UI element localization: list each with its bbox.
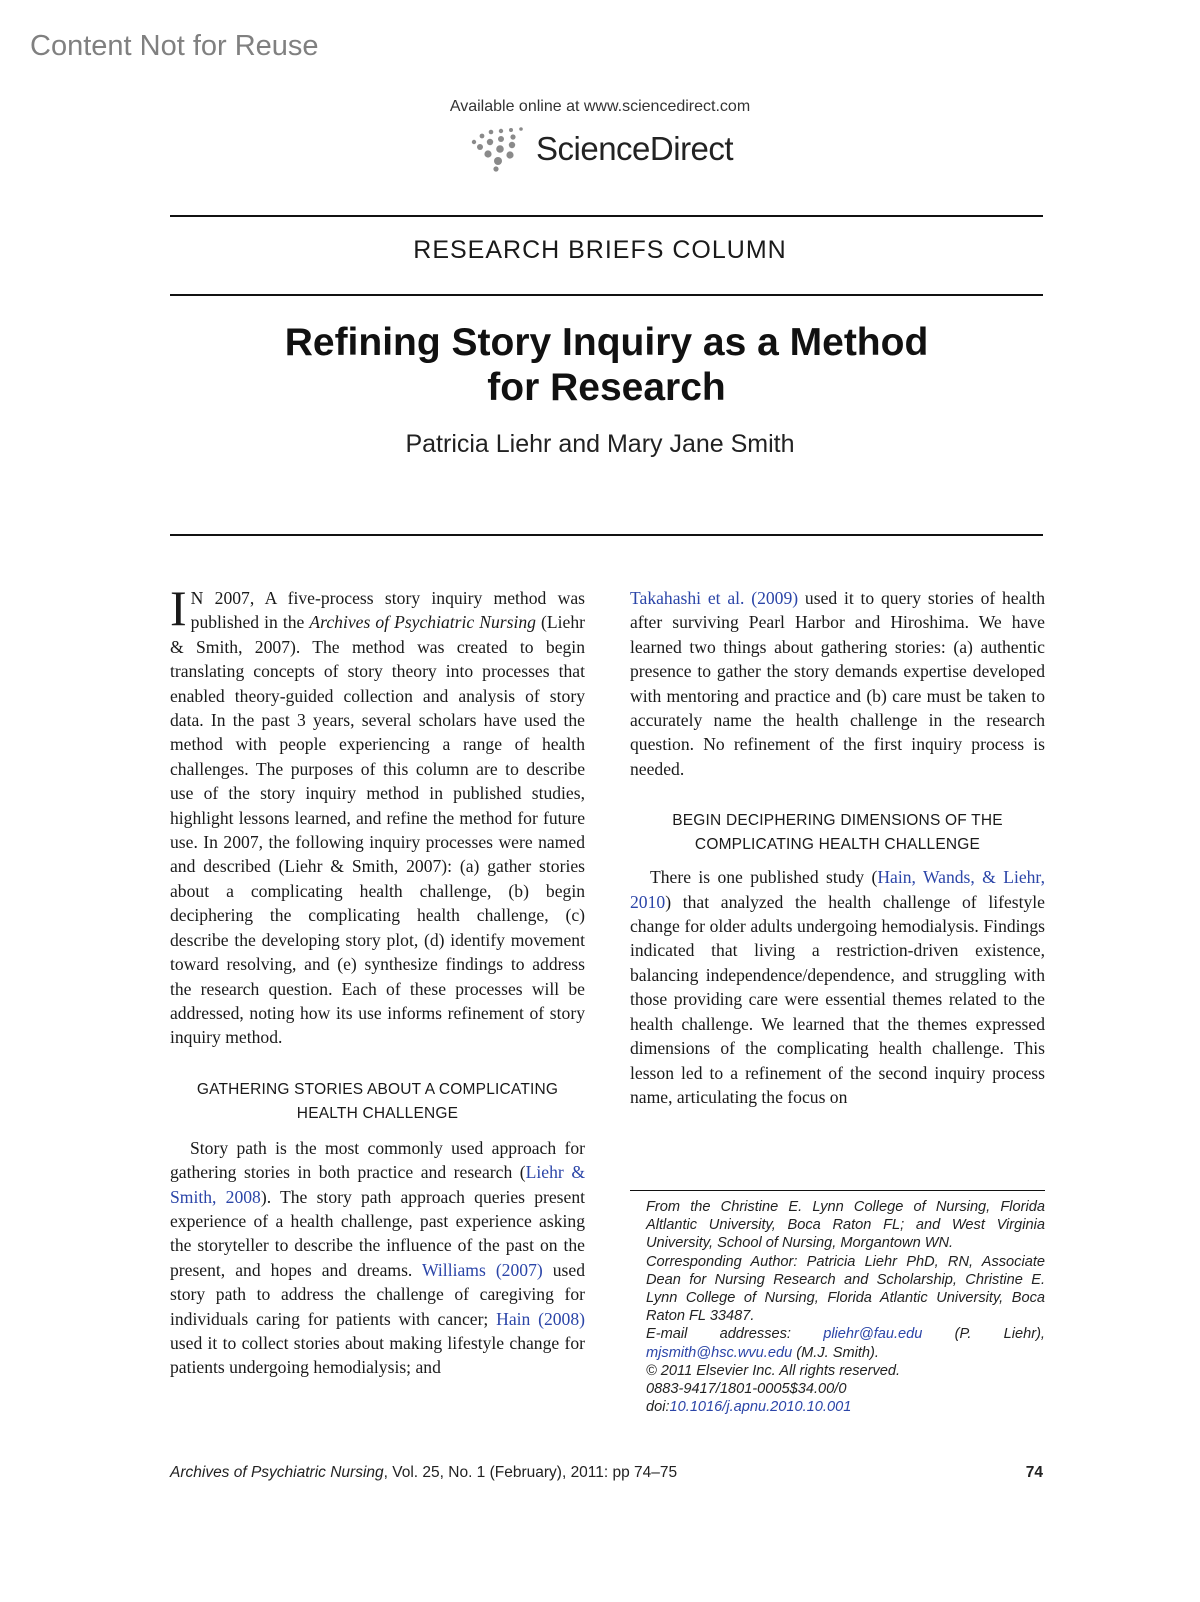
paragraph-text: used it to query stories of health after surviving Pearl Harbor and Hiroshima. We have learned two things about gathering stories: (a) authentic presence to gather the story demands expertise developed with mentoring and practice and (b) care must be taken to accurately name the health challenge in the research question. No refinement of the first inquiry process is needed. [630,588,1046,779]
page-footer [170,1464,1043,1482]
doi-note [630,1398,1045,1416]
section-heading-line: HEALTH CHALLENGE [296,1104,459,1122]
title-line-1: Refining Story Inquiry as a Method [284,321,929,364]
citation-link[interactable]: Hain (2008) [496,1308,585,1329]
left-column [170,580,586,1380]
intro-paragraph [170,580,585,1050]
citation-link[interactable]: Williams (2007) [422,1259,543,1280]
citation-link[interactable]: Liehr & Smith, 2008 [170,1162,585,1207]
story-path-paragraph-continued [630,586,1045,781]
drop-cap: I [170,580,187,636]
section-heading-deciphering [630,809,1045,857]
intro-text-1: N 2007, A five-process story inquiry method was published in the [190,588,585,633]
issn-note: 0883-9417/1801-0005$34.00/0 [646,1381,847,1398]
email-note [630,1325,1045,1361]
paragraph-text: Story path is the most commonly used approach for gathering stories in both practice and research ( [170,1137,585,1183]
page-number: 74 [1025,1464,1043,1481]
top-rule [170,215,1043,217]
email-owner: (M.J. Smith). [792,1344,879,1361]
footnote-rule [630,1190,1045,1191]
deciphering-paragraph [630,865,1045,1109]
email-link-liehr[interactable]: pliehr@fau.edu [823,1326,923,1343]
publisher-name: ScienceDirect [536,130,734,167]
paragraph-text: There is one published study ( [650,867,878,888]
sciencedirect-logo [466,122,756,174]
intro-text-2: (Liehr & Smith, 2007). The method was created to begin translating concepts of story theory into processes that enabled theory-guided collection and analysis of story data. In the past 3 years, several scholars have used the method with people experiencing a range of health challenges. The purposes of this column are to describe use of the story inquiry method in published studies, highlight lessons learned, and refine the method for future use. In 2007, the following inquiry processes were named and described (Liehr & Smith, 2007): (a) gather stories about a complicating health challenge, (b) begin deciphering the complicating health challenge, (c) describe the developing story plot, (d) identify movement toward resolving, and (e) synthesize findings to address the research question. Each of these processes will be addressed, noting how its use informs refinement of story inquiry method. [170,612,585,1048]
sciencedirect-dots-icon [466,126,536,172]
intro-journal-name: Archives of Psychiatric Nursing [309,612,536,633]
email-owner: (P. Liehr), [922,1326,1045,1343]
corresponding-author-note: Corresponding Author: Patricia Liehr PhD, RN, Associate Dean for Nursing Research and Scholarship, Christine E. Lynn College of Nursing, Florida Atlantic University, Boca Raton FL 33487. [646,1253,1045,1325]
citation-link[interactable]: Takahashi et al. (2009) [630,588,799,608]
authors: Patricia Liehr and Mary Jane Smith [405,430,795,458]
section-heading-line: BEGIN DECIPHERING DIMENSIONS OF THE [672,812,1003,830]
affiliation-note: From the Christine E. Lynn College of Nursing, Florida Altlantic University, Boca Raton FL; and West Virginia University, School of Nursing, Morgantown WN. [646,1199,1045,1252]
email-label: E-mail addresses: [646,1326,824,1343]
available-online-text: Available online at www.sciencedirect.com [449,98,751,115]
article-title [170,320,1043,410]
paragraph-text: used it to collect stories about making lifestyle change for patients undergoing hemodialysis; and [170,1332,585,1378]
column-label-rule [170,294,1043,296]
copyright-note: © 2011 Elsevier Inc. All rights reserved. [646,1362,901,1379]
story-path-paragraph [170,1136,585,1380]
footer-journal: Archives of Psychiatric Nursing [170,1464,384,1481]
paragraph-text: ). The story path approach queries present experience of a health challenge, past experience asking the storyteller to describe the influence of the past on the present, and hopes and dreams. [170,1186,586,1280]
title-line-2: for Research [487,366,726,409]
title-block-rule [170,534,1043,536]
column-label: RESEARCH BRIEFS COLUMN [413,236,787,264]
email-link-smith[interactable]: mjsmith@hsc.wvu.edu [646,1344,793,1361]
citation-link[interactable]: Hain, Wands, & Liehr, 2010 [630,867,1045,912]
footer-citation: , Vol. 25, No. 1 (February), 2011: pp 74–75 [383,1464,678,1481]
doi-label: doi: [646,1399,670,1416]
watermark: Content Not for Reuse [30,30,319,62]
footnotes [630,1198,1045,1416]
doi-link[interactable]: 10.1016/j.apnu.2010.10.001 [669,1399,852,1416]
paragraph-text: used story path to address the challenge of caregiving for individuals caring for patients with cancer; [170,1259,585,1329]
right-column [630,586,1045,1109]
section-heading-line: COMPLICATING HEALTH CHALLENGE [694,836,981,854]
section-heading-line: GATHERING STORIES ABOUT A COMPLICATING [196,1080,559,1098]
paragraph-text: ) that analyzed the health challenge of lifestyle change for older adults undergoing hemodialysis. Findings indicated that living a restriction-driven existence, balancing independence/dependence, and struggling with those providing care were essential themes related to the health challenge. We learned that the themes expressed dimensions of the complicating health challenge. This lesson led to a refinement of the second inquiry process name, articulating the focus on [630,891,1045,1107]
section-heading-gathering [170,1078,585,1126]
